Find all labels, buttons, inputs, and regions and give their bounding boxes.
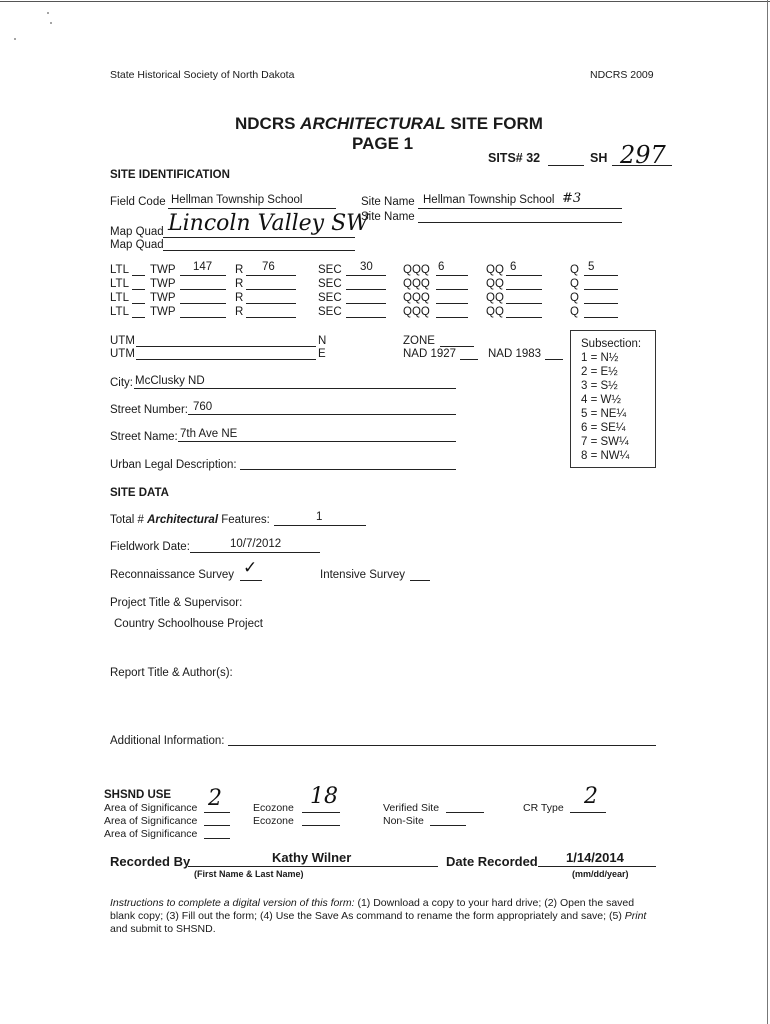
street-number-value: 760 [193, 401, 213, 413]
utm-e-line[interactable] [136, 359, 316, 360]
site-name2-line[interactable] [418, 222, 622, 223]
qq-line[interactable] [506, 289, 542, 290]
sec-line[interactable] [346, 303, 386, 304]
r-line[interactable] [246, 317, 296, 318]
instructions-line1: Instructions to complete a digital version of this form: (1) Download a copy to your hard drive; (2) Open the saved [110, 897, 635, 909]
scan-speck [14, 38, 16, 40]
instructions-line3: and submit to SHSND. [110, 923, 216, 935]
q-line[interactable] [584, 275, 618, 276]
verified-site-line[interactable] [446, 812, 484, 813]
twp-line[interactable] [180, 303, 226, 304]
ltl-label: LTL [110, 306, 129, 318]
qq-label: QQ [486, 278, 504, 290]
city-line[interactable] [134, 388, 456, 389]
q-line[interactable] [584, 289, 618, 290]
urban-legal-line[interactable] [240, 469, 456, 470]
twp-line[interactable] [180, 317, 226, 318]
qq-line[interactable] [506, 275, 542, 276]
area-significance-label: Area of Significance [104, 802, 198, 814]
ecozone-value: 18 [310, 784, 338, 809]
recorded-by-label: Recorded By [110, 854, 191, 869]
twp-line[interactable] [180, 289, 226, 290]
sec-value: 30 [360, 261, 373, 273]
subsection-item: 3 = S½ [581, 380, 618, 392]
map-quad-label: Map Quad [110, 226, 164, 238]
nad1983-line[interactable] [545, 359, 563, 360]
utm-n-line[interactable] [136, 346, 316, 347]
utm-e-label: E [318, 348, 326, 360]
scan-top-edge [0, 1, 770, 2]
q-value: 5 [588, 261, 595, 273]
twp-label: TWP [150, 292, 176, 304]
utm-label: UTM [110, 335, 135, 347]
total-features-line[interactable] [274, 525, 366, 526]
qqq-line[interactable] [436, 275, 468, 276]
ltl-line[interactable] [132, 289, 145, 290]
subsection-item: 8 = NW¼ [581, 450, 630, 462]
site-name-line[interactable] [418, 208, 622, 209]
qq-value: 6 [510, 261, 517, 273]
project-title-label: Project Title & Supervisor: [110, 597, 243, 609]
area-significance-value: 2 [208, 786, 222, 811]
fieldwork-date-label: Fieldwork Date: [110, 541, 190, 553]
field-code-value: Hellman Township School [171, 194, 303, 206]
reconnaissance-label: Reconnaissance Survey [110, 569, 235, 581]
site-identification-heading: SITE IDENTIFICATION [110, 169, 230, 181]
intensive-label: Intensive Survey [320, 569, 406, 581]
area-significance-line[interactable] [204, 838, 230, 839]
twp-label: TWP [150, 278, 176, 290]
shsnd-heading: SHSND USE [104, 789, 172, 801]
qqq-line[interactable] [436, 303, 468, 304]
fieldwork-date-value: 10/7/2012 [230, 538, 282, 550]
area-significance-label: Area of Significance [104, 815, 198, 827]
date-recorded-label: Date Recorded [446, 854, 538, 869]
subsection-item: 6 = SE¼ [581, 422, 626, 434]
project-title-value: Country Schoolhouse Project [114, 618, 263, 630]
sec-line[interactable] [346, 275, 386, 276]
ltl-line[interactable] [132, 275, 145, 276]
qq-line[interactable] [506, 317, 542, 318]
q-label: Q [570, 264, 579, 276]
cr-type-value: 2 [584, 784, 598, 809]
nad1983-label: NAD 1983 [488, 348, 542, 360]
zone-line[interactable] [440, 346, 474, 347]
qqq-label: QQQ [403, 264, 430, 276]
qq-label: QQ [486, 264, 504, 276]
fieldwork-date-line[interactable] [190, 552, 320, 553]
org-name: State Historical Society of North Dakota [110, 69, 295, 81]
area-significance-line[interactable] [204, 812, 230, 813]
map-quad-value: Lincoln Valley SW [168, 211, 369, 236]
q-label: Q [570, 292, 579, 304]
r-value: 76 [262, 261, 275, 273]
checkmark-icon: ✓ [243, 558, 258, 578]
ltl-line[interactable] [132, 303, 145, 304]
r-label: R [235, 292, 244, 304]
recorded-by-line[interactable] [188, 866, 438, 867]
nad1927-label: NAD 1927 [403, 348, 457, 360]
additional-info-line[interactable] [228, 745, 656, 746]
sec-label: SEC [318, 278, 342, 290]
reconnaissance-line[interactable] [240, 580, 262, 581]
intensive-line[interactable] [410, 580, 430, 581]
sits-label: SITS# 32 [488, 151, 541, 165]
sec-label: SEC [318, 306, 342, 318]
area-significance-line[interactable] [204, 825, 230, 826]
qqq-value: 6 [438, 261, 445, 273]
sec-line[interactable] [346, 317, 386, 318]
subsection-item: 7 = SW¼ [581, 436, 629, 448]
site-name-value: Hellman Township School [423, 194, 555, 206]
subsection-item: 2 = E½ [581, 366, 618, 378]
sh-label: SH [590, 151, 608, 165]
scan-right-edge [767, 0, 768, 1024]
r-label: R [235, 306, 244, 318]
twp-line[interactable] [180, 275, 226, 276]
form-page: PAGE 1 [352, 134, 414, 153]
date-recorded-value: 1/14/2014 [566, 850, 624, 865]
field-code-line[interactable] [168, 208, 336, 209]
city-label: City: [110, 377, 133, 389]
cr-type-line[interactable] [570, 812, 606, 813]
street-name-label: Street Name: [110, 431, 178, 443]
form-title: NDCRS ARCHITECTURAL SITE FORM [235, 114, 543, 133]
utm-label: UTM [110, 348, 135, 360]
cr-type-label: CR Type [523, 802, 564, 814]
sec-line[interactable] [346, 289, 386, 290]
sec-label: SEC [318, 264, 342, 276]
subsection-title: Subsection: [581, 338, 642, 350]
scan-speck [50, 22, 52, 24]
r-label: R [235, 264, 244, 276]
qq-label: QQ [486, 306, 504, 318]
street-name-value: 7th Ave NE [180, 428, 238, 440]
recorded-by-value: Kathy Wilner [272, 850, 352, 865]
q-label: Q [570, 278, 579, 290]
ltl-label: LTL [110, 278, 129, 290]
map-quad2-line[interactable] [163, 250, 355, 251]
zone-label: ZONE [403, 335, 435, 347]
twp-value: 147 [193, 261, 213, 273]
qqq-line[interactable] [436, 289, 468, 290]
non-site-label: Non-Site [383, 815, 424, 827]
report-title-label: Report Title & Author(s): [110, 667, 233, 679]
qq-line[interactable] [506, 303, 542, 304]
scan-speck [47, 12, 49, 14]
verified-site-label: Verified Site [383, 802, 440, 814]
r-label: R [235, 278, 244, 290]
sh-value: 297 [620, 141, 666, 169]
date-recorded-hint: (mm/dd/year) [572, 869, 629, 879]
street-number-line[interactable] [188, 414, 456, 415]
site-name-label: Site Name [361, 196, 415, 208]
urban-legal-label: Urban Legal Description: [110, 459, 237, 471]
total-features-label: Total # Architectural Features: [110, 514, 270, 526]
qqq-label: QQQ [403, 292, 430, 304]
q-line[interactable] [584, 303, 618, 304]
additional-info-label: Additional Information: [110, 735, 225, 747]
city-value: McClusky ND [135, 375, 205, 387]
ltl-label: LTL [110, 264, 129, 276]
subsection-legend [570, 330, 656, 468]
ltl-label: LTL [110, 292, 129, 304]
ecozone-label: Ecozone [253, 802, 294, 814]
subsection-item: 4 = W½ [581, 394, 621, 406]
qqq-label: QQQ [403, 278, 430, 290]
non-site-line[interactable] [430, 825, 466, 826]
ecozone-line[interactable] [302, 825, 340, 826]
q-line[interactable] [584, 317, 618, 318]
site-name2-label: Site Name [361, 211, 415, 223]
nad1927-line[interactable] [460, 359, 478, 360]
r-line[interactable] [246, 289, 296, 290]
ecozone-line[interactable] [302, 812, 340, 813]
q-label: Q [570, 306, 579, 318]
street-name-line[interactable] [178, 441, 456, 442]
subsection-item: 5 = NE¼ [581, 408, 627, 420]
map-quad-line[interactable] [163, 237, 355, 238]
site-name-number: #3 [562, 191, 582, 206]
qqq-line[interactable] [436, 317, 468, 318]
r-line[interactable] [246, 303, 296, 304]
area-significance-label: Area of Significance [104, 828, 198, 840]
twp-label: TWP [150, 264, 176, 276]
street-number-label: Street Number: [110, 404, 188, 416]
sec-label: SEC [318, 292, 342, 304]
qqq-label: QQQ [403, 306, 430, 318]
recorded-by-hint: (First Name & Last Name) [194, 869, 304, 879]
form-version: NDCRS 2009 [590, 69, 654, 81]
ecozone-label: Ecozone [253, 815, 294, 827]
total-features-value: 1 [316, 511, 323, 523]
twp-label: TWP [150, 306, 176, 318]
map-quad2-label: Map Quad [110, 239, 164, 251]
r-line[interactable] [246, 275, 296, 276]
subsection-item: 1 = N½ [581, 352, 619, 364]
sits-line[interactable] [548, 165, 584, 166]
field-code-label: Field Code [110, 196, 166, 208]
qq-label: QQ [486, 292, 504, 304]
utm-n-label: N [318, 335, 327, 347]
instructions-line2: blank copy; (3) Fill out the form; (4) Use the Save As command to rename the form appropriately and save; (5) Print [110, 910, 647, 922]
site-data-heading: SITE DATA [110, 487, 169, 499]
ltl-line[interactable] [132, 317, 145, 318]
date-recorded-line[interactable] [538, 866, 656, 867]
